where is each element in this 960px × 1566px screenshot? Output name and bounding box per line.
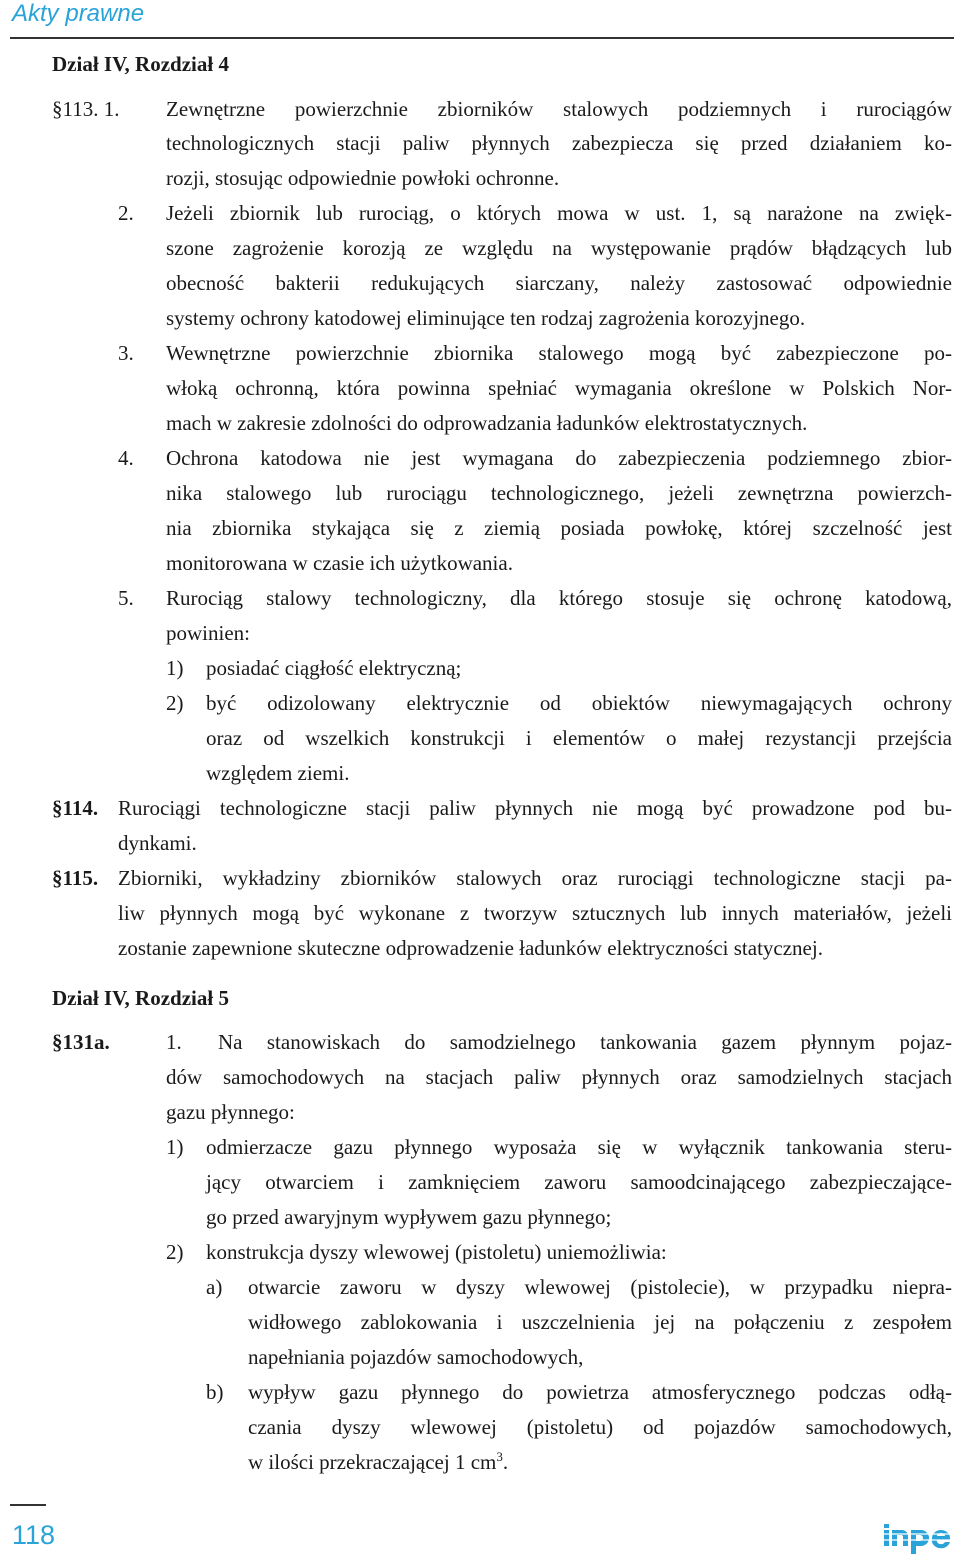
text-line: Zewnętrzne powierzchnie zbiorników stalowych podziemnych i rurociągów [166, 97, 952, 121]
text-line: dynkami. [118, 831, 197, 855]
text-line: szone zagrożenie korozją ze względu na występowanie prądów błądzących lub [166, 236, 952, 260]
text-line: nika stalowego lub rurociągu technologicznego, jeżeli zewnętrzna powierzch- [166, 481, 952, 505]
paragraph-label-131a: §131a. [52, 1030, 110, 1054]
text-line: być odizolowany elektrycznie od obiektów niewymagających ochrony [206, 691, 952, 715]
text-line: otwarcie zaworu w dyszy wlewowej (pistolecie), w przypadku niepra- [248, 1275, 952, 1299]
text-line: oraz od wszelkich konstrukcji i elementów o małej rezystancji przejścia [206, 726, 952, 750]
text-line: odmierzacze gazu płynnego wyposaża się w wyłącznik tankowania steru- [206, 1135, 952, 1159]
list-number: 1) [166, 656, 184, 680]
text-fragment: w ilości przekraczającej 1 cm [248, 1450, 497, 1474]
text-line: rozji, stosując odpowiednie powłoki ochronne. [166, 166, 560, 190]
text-line: posiadać ciągłość elektryczną; [206, 656, 462, 680]
text-line: Rurociągi technologiczne stacji paliw płynnych nie mogą być prowadzone pod bu- [118, 796, 952, 820]
superscript: 3 [496, 1449, 503, 1464]
section-heading-4: Dział IV, Rozdział 4 [52, 52, 229, 76]
text-line: Rurociąg stalowy technologiczny, dla którego stosuje się ochronę katodową, [166, 586, 952, 610]
text-line: widłowego zablokowania i uszczelnienia jej na połączeniu z zespołem [248, 1310, 952, 1334]
text-line: mach w zakresie zdolności do odprowadzania ładunków elektrostatycznych. [166, 411, 808, 435]
item-number: 4. [118, 446, 134, 470]
text-line: monitorowana w czasie ich użytkowania. [166, 551, 513, 575]
paragraph-label-113: §113. 1. [52, 97, 120, 121]
text-line: czania dyszy wlewowej (pistoletu) od pojazdów samochodowych, [248, 1415, 952, 1439]
logo-text: inpe [880, 1520, 882, 1521]
text-line: włoką ochronną, która powinna spełniać wymagania określone w Polskich Nor- [166, 376, 952, 400]
text-line: konstrukcja dyszy wlewowej (pistoletu) uniemożliwia: [206, 1240, 667, 1264]
text-fragment: . [502, 1450, 509, 1474]
list-number: 2) [166, 1240, 184, 1264]
page-header-title: Akty prawne [12, 0, 145, 27]
list-letter: b) [206, 1380, 224, 1404]
text-line: systemy ochrony katodowej eliminujące ten rodzaj zagrożenia korozyjnego. [166, 306, 806, 330]
page-number: 118 [12, 1520, 56, 1550]
paragraph-label-115: §115. [52, 866, 99, 890]
text-line: Wewnętrzne powierzchnie zbiornika stalowego mogą być zabezpieczone po- [166, 341, 952, 365]
text-line: Na stanowiskach do samodzielnego tankowania gazem płynnym pojaz- [218, 1030, 952, 1054]
text-line: liw płynnych mogą być wykonane z tworzyw sztucznych lub innych materiałów, jeżeli [118, 901, 952, 925]
text-line: powinien: [166, 621, 250, 645]
list-letter: a) [206, 1275, 223, 1299]
paragraph-label-114: §114. [52, 796, 99, 820]
text-line: wypływ gazu płynnego do powietrza atmosferycznego podczas odłą- [248, 1380, 952, 1404]
text-line: gazu płynnego: [166, 1100, 295, 1124]
footer-divider [10, 1504, 46, 1506]
item-number: 5. [118, 586, 134, 610]
list-number: 2) [166, 691, 184, 715]
text-line: napełniania pojazdów samochodowych, [248, 1345, 584, 1369]
text-line: względem ziemi. [206, 761, 350, 785]
text-line: Jeżeli zbiornik lub rurociąg, o których mowa w ust. 1, są narażone na zwięk- [166, 201, 952, 225]
inpe-logo [880, 1520, 954, 1556]
text-line: dów samochodowych na stacjach paliw płynnych oraz samodzielnych stacjach [166, 1065, 952, 1089]
text-line: zostanie zapewnione skuteczne odprowadzenie ładunków elektryczności statycznej. [118, 936, 823, 960]
list-number: 1) [166, 1135, 184, 1159]
item-number: 3. [118, 341, 134, 365]
text-line [248, 1450, 508, 1475]
text-line: technologicznych stacji paliw płynnych zabezpiecza się przed działaniem ko- [166, 131, 952, 155]
text-line: Ochrona katodowa nie jest wymagana do zabezpieczenia podziemnego zbior- [166, 446, 952, 470]
item-number: 1. [166, 1030, 182, 1054]
text-line: Zbiorniki, wykładziny zbiorników stalowych oraz rurociągi technologiczne stacji pa- [118, 866, 952, 890]
section-heading-5: Dział IV, Rozdział 5 [52, 986, 229, 1010]
text-line: jący otwarciem i zamknięciem zaworu samoodcinającego zabezpieczające- [206, 1170, 952, 1194]
item-number: 2. [118, 201, 134, 225]
text-line: go przed awaryjnym wypływem gazu płynnego; [206, 1205, 612, 1229]
header-divider [10, 37, 954, 39]
text-line: obecność bakterii redukujących siarczany, należy zastosować odpowiednie [166, 271, 952, 295]
text-line: nia zbiornika stykająca się z ziemią posiada powłokę, której szczelność jest [166, 516, 952, 540]
